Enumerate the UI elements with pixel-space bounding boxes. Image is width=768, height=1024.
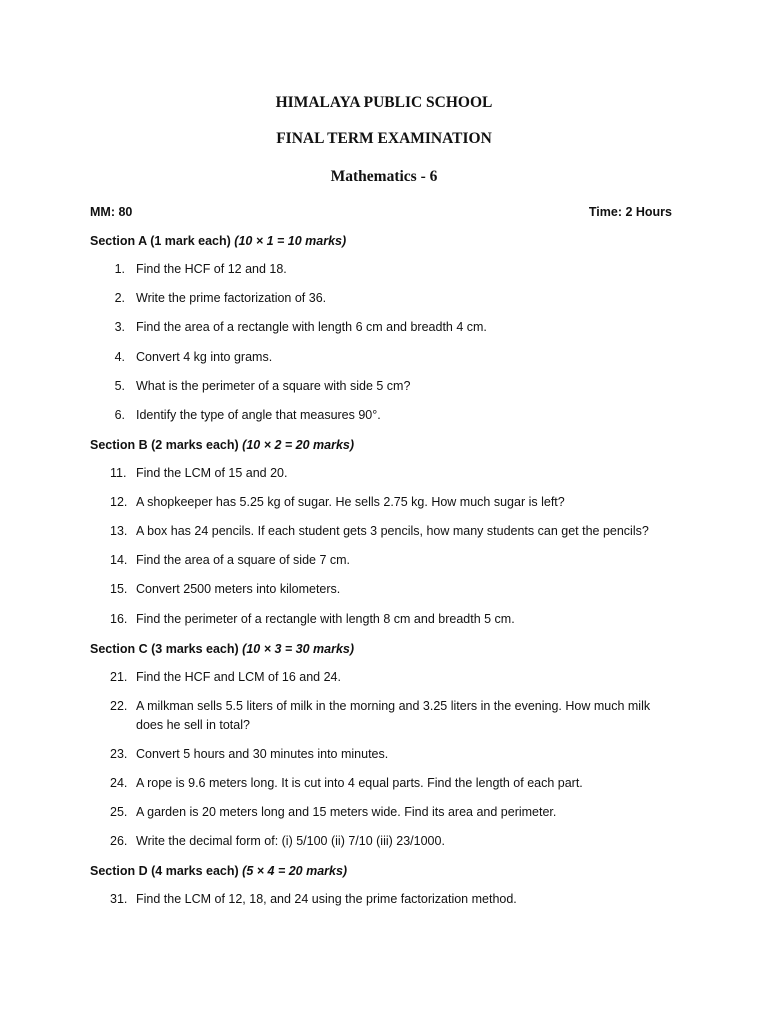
- question-item: [110, 697, 670, 735]
- question-item: [110, 493, 670, 512]
- question-text: A milkman sells 5.5 liters of milk in the morning and 3.25 liters in the evening. How much milk does he sell in total?: [136, 699, 651, 732]
- question-item: [110, 318, 670, 337]
- question-number: 3.: [114, 320, 125, 334]
- question-item: [110, 522, 670, 541]
- exam-name: FINAL TERM EXAMINATION: [276, 130, 492, 147]
- school-name: HIMALAYA PUBLIC SCHOOL: [275, 94, 493, 111]
- question-item: [110, 348, 670, 367]
- time-allowed: Time: 2 Hours: [588, 205, 672, 219]
- question-number: 31.: [110, 892, 128, 906]
- section-c-heading: [90, 639, 354, 659]
- question-text: Find the HCF of 12 and 18.: [136, 262, 287, 276]
- section-d-heading: [90, 861, 347, 881]
- section-a-heading: [90, 231, 346, 251]
- question-number: 6.: [114, 408, 125, 422]
- question-item: [110, 803, 670, 822]
- question-text: Find the LCM of 12, 18, and 24 using the prime factorization method.: [136, 892, 517, 906]
- question-text: Identify the type of angle that measures 90°.: [136, 408, 381, 422]
- question-number: 11.: [110, 466, 127, 480]
- question-item: [110, 580, 670, 599]
- section-marks: (10 × 2 = 20 marks): [242, 438, 355, 452]
- question-number: 4.: [114, 350, 125, 364]
- question-text: Convert 2500 meters into kilometers.: [136, 582, 341, 596]
- section-title: Section B (2 marks each): [90, 438, 239, 452]
- question-item: [110, 890, 670, 909]
- exam-meta-row: [90, 202, 672, 222]
- question-number: 22.: [110, 699, 128, 713]
- section-marks: (5 × 4 = 20 marks): [242, 864, 348, 878]
- question-item: [110, 551, 670, 570]
- question-text: Convert 5 hours and 30 minutes into minutes.: [136, 747, 389, 761]
- question-item: [110, 774, 670, 793]
- question-text: Write the decimal form of: (i) 5/100 (ii) 7/10 (iii) 23/1000.: [136, 834, 445, 848]
- question-number: 23.: [110, 747, 128, 761]
- question-text: Find the LCM of 15 and 20.: [136, 466, 288, 480]
- question-text: A shopkeeper has 5.25 kg of sugar. He sells 2.75 kg. How much sugar is left?: [136, 495, 565, 509]
- section-title: Section C (3 marks each): [90, 642, 239, 656]
- question-item: [110, 668, 670, 687]
- question-number: 25.: [110, 805, 128, 819]
- question-item: [110, 406, 670, 425]
- question-number: 1.: [114, 262, 125, 276]
- question-item: [110, 745, 670, 764]
- question-text: Find the area of a square of side 7 cm.: [136, 553, 351, 567]
- question-number: 24.: [110, 776, 128, 790]
- question-number: 21.: [110, 670, 128, 684]
- question-text: A rope is 9.6 meters long. It is cut into 4 equal parts. Find the length of each part.: [136, 776, 583, 790]
- question-text: Write the prime factorization of 36.: [136, 291, 327, 305]
- question-number: 14.: [110, 553, 128, 567]
- question-text: A garden is 20 meters long and 15 meters wide. Find its area and perimeter.: [136, 805, 557, 819]
- question-text: What is the perimeter of a square with side 5 cm?: [136, 379, 411, 393]
- subject-title: Mathematics - 6: [330, 168, 438, 185]
- question-number: 13.: [110, 524, 128, 538]
- question-text: Convert 4 kg into grams.: [136, 350, 273, 364]
- section-title: Section D (4 marks each): [90, 864, 239, 878]
- question-item: [110, 289, 670, 308]
- question-item: [110, 832, 670, 851]
- question-item: [110, 260, 670, 279]
- question-number: 16.: [110, 612, 128, 626]
- question-number: 15.: [110, 582, 128, 596]
- section-title: Section A (1 mark each): [90, 234, 231, 248]
- question-item: [110, 464, 670, 483]
- section-b-heading: [90, 435, 354, 455]
- question-text: Find the area of a rectangle with length 6 cm and breadth 4 cm.: [136, 320, 487, 334]
- question-text: A box has 24 pencils. If each student gets 3 pencils, how many students can get the pencils?: [136, 524, 649, 538]
- section-marks: (10 × 3 = 30 marks): [242, 642, 355, 656]
- max-marks: MM: 80: [90, 205, 133, 219]
- question-number: 26.: [110, 834, 128, 848]
- question-number: 5.: [114, 379, 125, 393]
- question-item: [110, 377, 670, 396]
- question-text: Find the perimeter of a rectangle with length 8 cm and breadth 5 cm.: [136, 612, 515, 626]
- question-text: Find the HCF and LCM of 16 and 24.: [136, 670, 341, 684]
- question-item: [110, 610, 670, 629]
- question-number: 2.: [114, 291, 125, 305]
- section-marks: (10 × 1 = 10 marks): [234, 234, 347, 248]
- question-number: 12.: [110, 495, 128, 509]
